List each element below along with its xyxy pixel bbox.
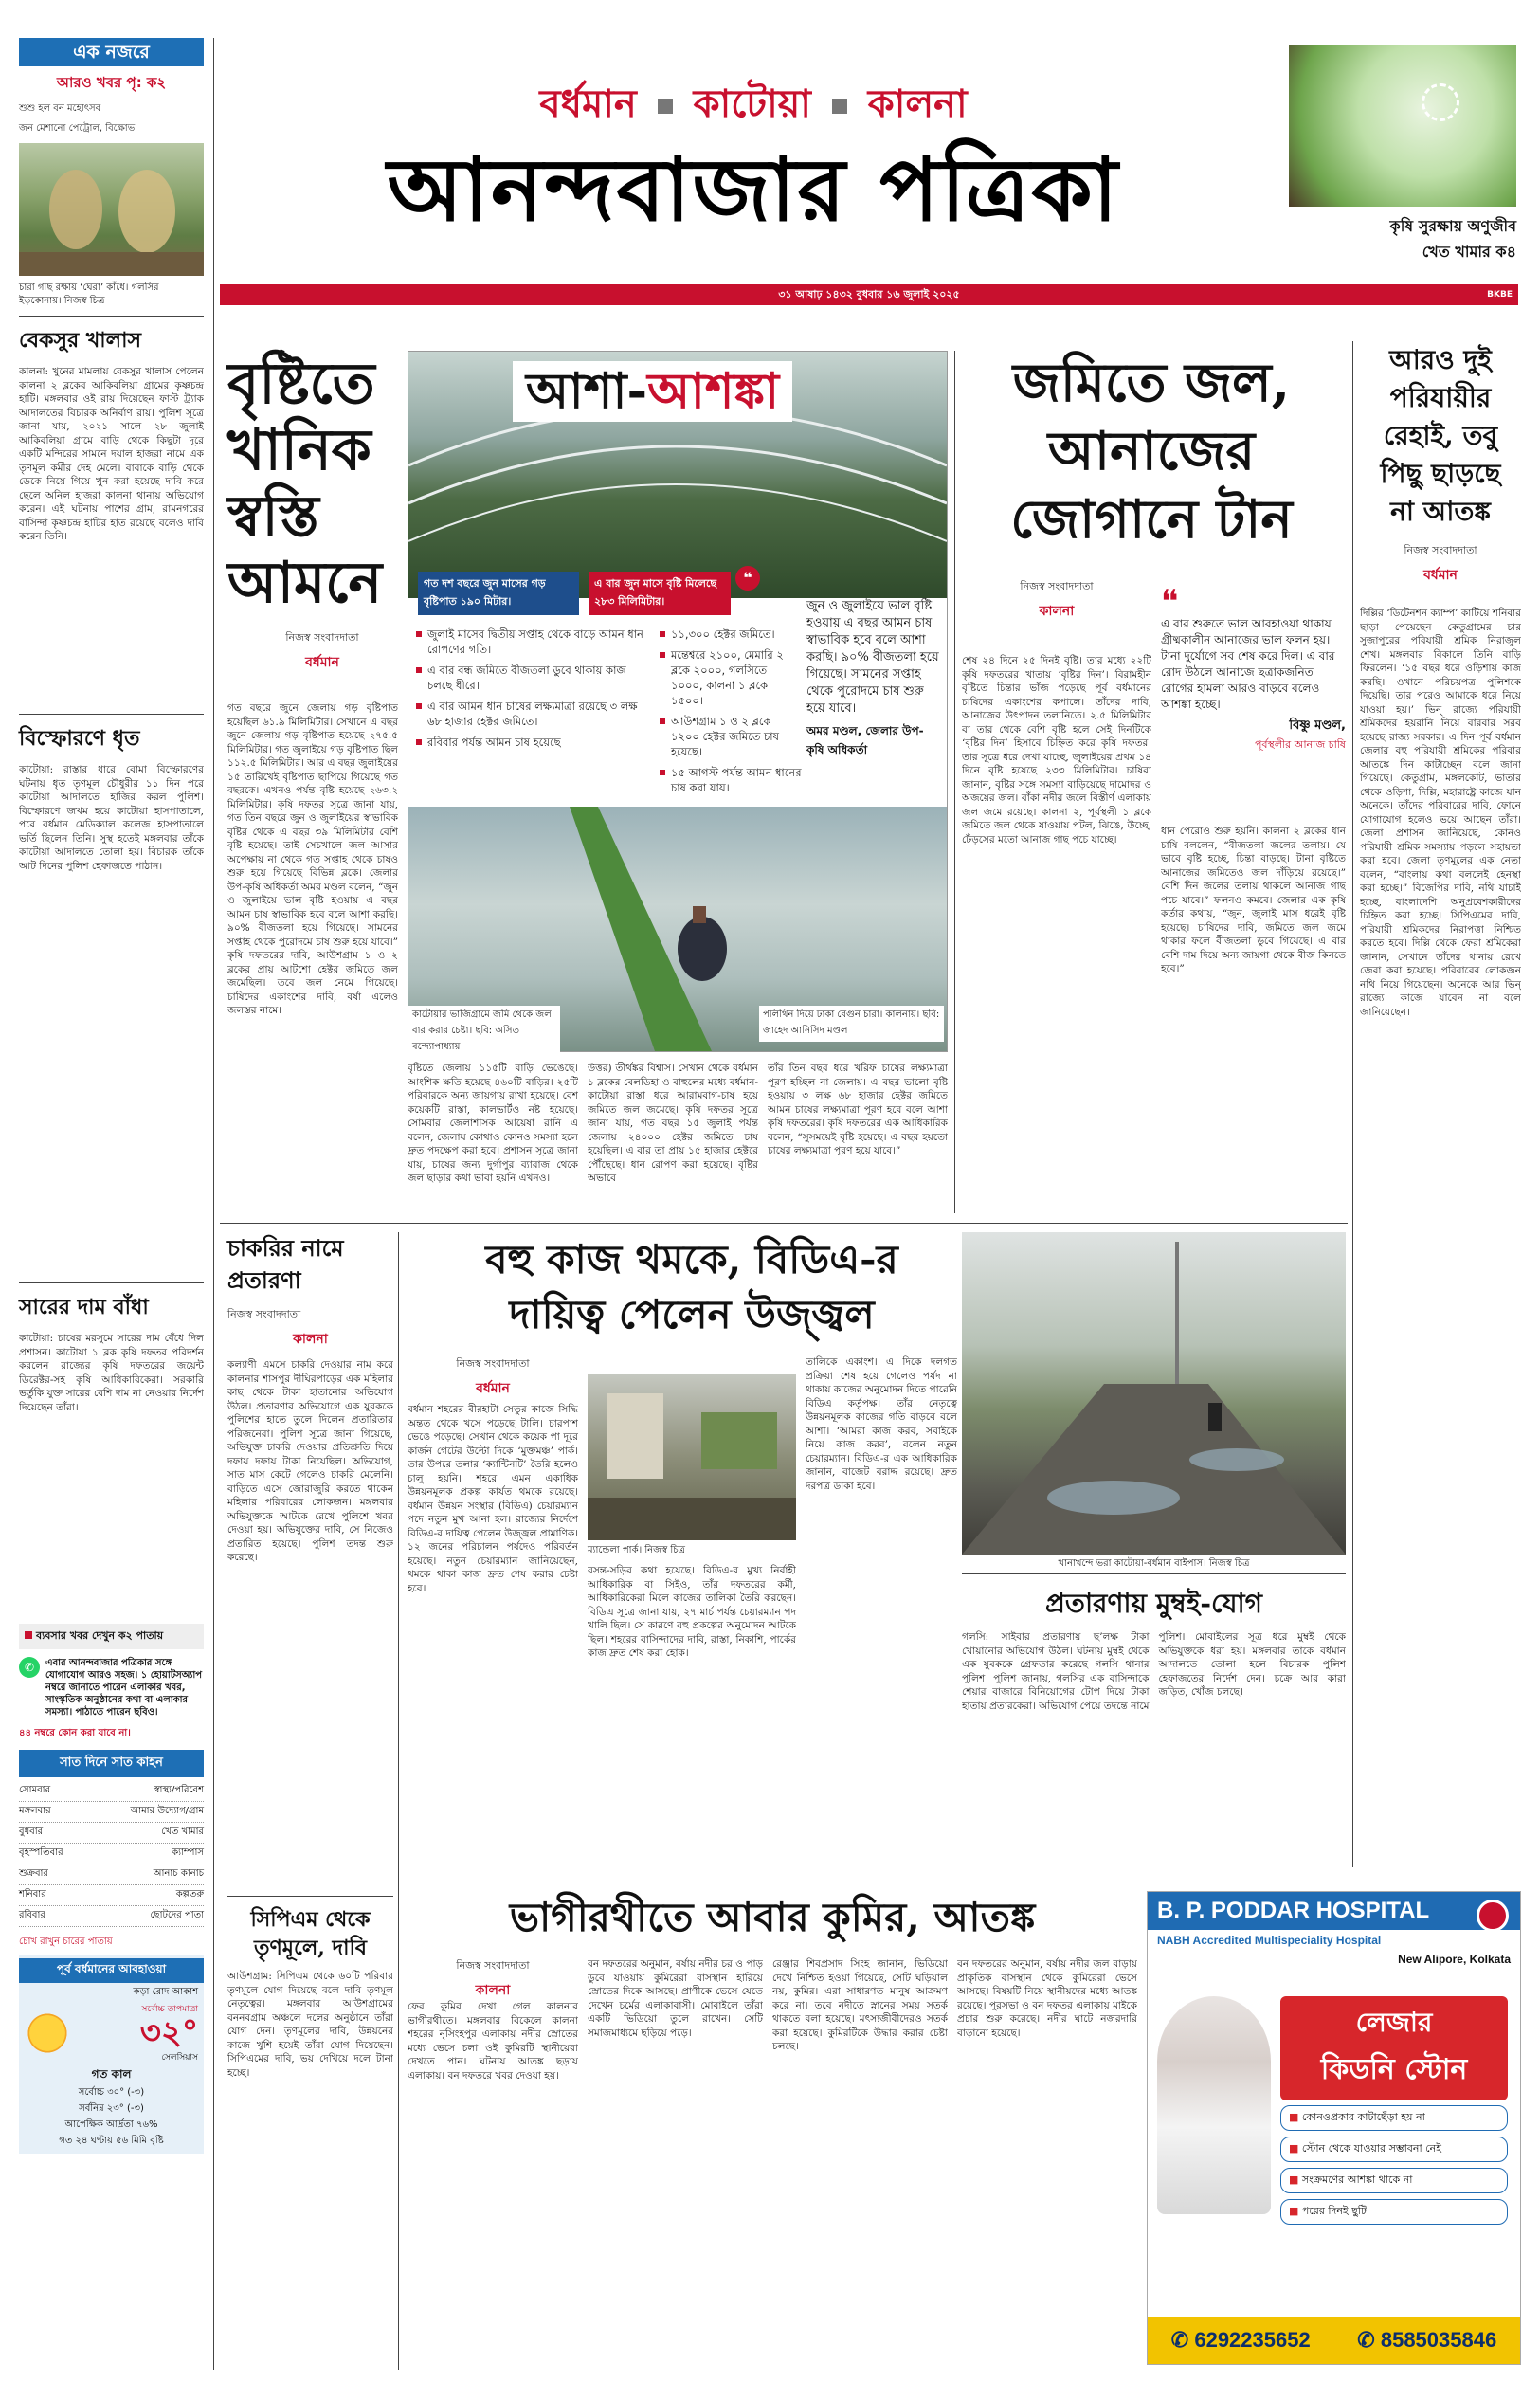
weather-sub: কড়া রোদ আকাশ — [133, 1987, 198, 1997]
ad-point — [1280, 2105, 1508, 2131]
bullet-item: রবিবার পর্যন্ত আমন চাষ হয়েছে — [416, 735, 653, 750]
separator-square — [832, 99, 847, 114]
promo-line: খেত খামার ক৪ — [1422, 243, 1516, 261]
schedule-day: রবিবার — [19, 1910, 45, 1920]
schedule-day: শুক্রবার — [19, 1868, 48, 1879]
business-link-label: ব্যবসার খবর দেখুন ক২ পাতায় — [36, 1629, 164, 1642]
business-link[interactable] — [19, 1624, 204, 1649]
bullet-item: মন্তেশ্বরে ২১০০, মেমারি ২ ব্লকে ২০০০, গলসিতে ১০০০, কালনা ১ ব্লকে ১৫০০। — [660, 647, 802, 708]
jomi-byline-box — [962, 578, 1151, 623]
hospital-name: B. P. PODDAR HOSPITAL — [1148, 1892, 1520, 1930]
dateline-place: বর্ধমান — [1423, 568, 1458, 583]
doctor-portrait — [1157, 1996, 1271, 2214]
masthead-title: আনন্দবাজার পত্রিকা — [387, 138, 1120, 241]
gear-icon — [1422, 83, 1459, 121]
bullet-item: আউশগ্রাম ১ ও ২ ব্লকে ১২০০ হেক্টর জমিতে চাষ হয়েছে। — [660, 714, 802, 759]
mumbai-text: গলসি: সাইবার প্রতারণায় ছ’লক্ষ টাকা খোয়ানোর অভিযোগ উঠল। ঘটনায় মুম্বই থেকে এক যুবককে গ্রেফতার করেছে গলসি থানার পুলিশ। পুলিশ জানায়, গলসির এক বাসিন্দাকে শেয়ার বাজারে বিনিয়োগের টোপ দিয়ে টাকা হাতায় প্রতারকেরা। অভিযোগ পেয়ে তদন্তে নামে পুলিশ। মোবাইলের সূত্র ধরে মুম্বই থেকে অভিযুক্তকে ধরা হয়। মঙ্গলবার তাকে বর্ধমান আদালতে তোলা হলে বিচারক পুলিশ হেফাজতের নির্দেশ দেন। চক্রে আর কারা জড়িত, খোঁজ চলছে। — [962, 1631, 1346, 1712]
ad-points — [1280, 2105, 1508, 2230]
schedule-row — [19, 1802, 204, 1823]
lead-col-4: তাঁর তিন বছর ধরে খরিফ চাষের লক্ষ্যমাত্রা পূরণ হচ্ছিল না জেলায়। এ বছর ভালো বৃষ্টি হওয়ায় ৩ লক্ষ ৬৮ হাজার হেক্টর জমিতে আমন চাষের লক্ষ্যমাত্রা পূরণ হবে বলে আশা কৃষি দফতরের। কৃষি দফতরের এক আধিকারিক বলেন, “সুসময়েই বৃষ্টি হয়েছে। এ বছর হয়তো চাষের লক্ষ্যমাত্রা পূরণ হয়ে যাবে।” — [768, 1063, 948, 1156]
hospital-ad[interactable] — [1147, 1891, 1521, 2365]
photo-title-a: আশা- — [526, 362, 648, 420]
lead-col-3: উত্তর) তীর্থঙ্কর বিশ্বাস। সেখান থেকে বর্ধমান ১ ব্লকের বেলডিহা ও বাহুলের মধ্যে বর্ধমান-কাটোয়া রাস্তা ধরে আরামবাগ-চাষ হয়ে জমিতে জল জমেছে। কৃষি দফতর সূত্রে জানা যায়, গত বছর ১৫ জুলাই পর্যন্ত জেলায় ২৪০০০ হেক্টর জমিতে চাষ হয়েছিল। এ বার তা প্রায় ১৫ হাজার হেক্টরে পৌঁছেছে। ধান রোপণ করা হয়েছে। বৃষ্টির অভাবে — [588, 1063, 758, 1184]
kumir-byline — [408, 1957, 578, 2002]
photo-caption: ম্যান্ডেলা পার্ক। নিজস্ব চিত্র — [588, 1543, 796, 1559]
lead-headline-line: বৃষ্টিতে — [227, 351, 375, 417]
right-headline-line: রেহাই, তবু — [1383, 420, 1498, 451]
whatsapp-box — [19, 1649, 204, 1726]
schedule-topic: আমার উদ্যোগ/গ্রাম — [130, 1806, 204, 1816]
kumir-col-4: বন দফতরের অনুমান, বর্ষায় নদীর জল বাড়ায় প্রাকৃতিক বাসস্থান থেকে কুমিরেরা ভেসে আসছে। বিষয়টি নিয়ে স্থানীয়দের মধ্যে আতঙ্ক রয়েছে। পুরসভা ও বন দফতর এলাকায় মাইকে প্রচার শুরু করেছে। নদীর ঘাটে নজরদারি বাড়ানো হয়েছে। — [957, 1958, 1137, 2039]
bullet-item: এ বার আমন ধান চাষের লক্ষ্যমাত্রা রয়েছে ৩ লক্ষ ৬৮ হাজার হেক্টর জমিতে। — [416, 699, 653, 729]
dateline-place: কালনা — [1039, 604, 1075, 619]
photo-caption: কাটোয়ার ভাজিগ্রামে জমি থেকে জল বার করার চেষ্টা। ছবি: অসিত বন্দ্যোপাধ্যায় — [408, 1006, 560, 1058]
right-article-text: দিল্লির ‘ডিটেনশন ক্যাম্প’ কাটিয়ে শনিবার ছাড়া পেয়েছেন কেতুগ্রামের চার সুজাপুরের পরিযায়ী শ্রমিক নিরাজুল শেখ। মঙ্গলবার বিকালে তিনি বাড়ি ফিরলেন। ‘১৫ বছর ধরে ওড়িশায় কাজ করছি। ওখানে পরিচয়পত্র পুলিশকে দিয়েছি। তার পরেও আমাকে ধরে নিয়ে যাওয়া হয়।’ ভিন্ রাজ্যে পরিযায়ী শ্রমিকদের হয়রানি নিয়ে বারবার সরব হয়েছে রাজ্য সরকার। এ দিন পূর্ব বর্ধমান জেলার বহু পরিযায়ী শ্রমিকের পরিবার আতঙ্কে দিন কাটাচ্ছেন বলে জানা গিয়েছে। কেতুগ্রাম, মঙ্গলকোট, ভাতার থেকে ওড়িশা, দিল্লি, মহারাষ্ট্রে কাজে যান অনেকে। তাঁদের পরিবারের দাবি, ফোনে যোগাযোগ হলেও ভয়ে আছেন তাঁরা। জেলা প্রশাসন জানিয়েছে, কোনও পরিযায়ী শ্রমিক সমস্যায় পড়লে সহায়তা করা হবে। জেলা তৃণমূলের এক নেতা বলেন, “বাংলায় কথা বললেই হেনস্থা করা হচ্ছে।” বিজেপির দাবি, নথি যাচাই হচ্ছে, বাংলাদেশি অনুপ্রবেশকারীদের চিহ্নিত করা হচ্ছে। সিপিএমের দাবি, পরিযায়ী শ্রমিকদের নিরাপত্তা নিশ্চিত করতে হবে। দিল্লি থেকে ফেরা শ্রমিকেরা জানান, সেখানে তাঁদের থানায় রেখে জেরা করা হয়েছে। পরিবারের লোকজন নথি নিয়ে গিয়েছেন। অনেকে আর ভিন্ রাজ্যে কাজে যাবেন না বলে জানিয়েছেন। — [1360, 608, 1521, 1018]
lead-col-1: গত বছরে জুনে জেলায় গড় বৃষ্টিপাত হয়েছিল ৬১.৯ মিলিমিটার। সেখানে এ বছর জুনে জেলায় গড় বৃষ্টিপাত হয়েছে ২৭৫.৫ মিলিমিটার। গত জুলাইয়ে গড় বৃষ্টিপাত ছিল ১১২.৫ মিলিমিটার। আর এ বছর জুলাইয়ের ১৫ তারিখেই বৃষ্টিপাত ছাপিয়ে গিয়েছে গত বছরকে। এখনও পর্যন্ত বৃষ্টি হয়েছে ২৬৩.২ মিলিমিটার। কৃষি দফতর সূত্রে জানা যায়, গত তিন বছরে জুন ও জুলাইয়ের স্বাভাবিক বৃষ্টির থেকে এ বছর ৩৯ মিলিমিটার বেশি বৃষ্টি হয়েছে। তাই সেচখালে জল আসার অপেক্ষায় না থেকে গত সপ্তাহ থেকে চাষও শুরু হয়ে গিয়েছে বিভিন্ন ব্লকে। জেলার উপ-কৃষি অধিকর্তা অমর মণ্ডল বলেন, “জুন ও জুলাইয়ে ভাল বৃষ্টি হওয়ায় এ বছর আমন চাষ স্বাভাবিক হবে বলে আশা করছি। ৯০% বীজতলা হয়ে গিয়েছে। সামনের সপ্তাহ থেকে পুরোদমে চাষ শুরু হয়ে যাবে।” কৃষি দফতরের দাবি, আউশগ্রাম ১ ও ২ ব্লকের প্রায় আটশো হেক্টর জমিতে জল জমেছিল। তবে জল নেমে গিয়েছে। চাষিদের একাংশের দাবি, বর্ষা এলেও জলস্তর নামে। — [227, 702, 398, 1016]
schedule-row — [19, 1823, 204, 1844]
dateline-place: কালনা — [475, 1983, 511, 1998]
ad-point-text: সংক্রমণের আশঙ্কা থাকে না — [1301, 2173, 1413, 2186]
sun-icon — [25, 2010, 70, 2056]
wx-row: আপেক্ষিক আর্দ্রতা ৭৬% — [64, 2119, 158, 2130]
kumir-col-3: রেঞ্জার শিবপ্রসাদ সিংহ জানান, ভিডিয়ো দেখে নিশ্চিত হওয়া গিয়েছে, সেটি ঘড়িয়াল নয়, কুমির। এরা সাধারণত মানুষ আক্রমণ করে না। তবে নদীতে স্নানের সময় সতর্ক থাকতে বলা হয়েছে। মৎস্যজীবীদেরও সতর্ক করা হয়েছে। কুমিরটিকে উদ্ধার করার চেষ্টা চলছে। — [772, 1958, 948, 2052]
right-headline-line: না আতঙ্ক — [1390, 496, 1491, 527]
chakri-text: কল্যাণী এমসে চাকরি দেওয়ার নাম করে কালনার শাসপুর দীঘিরপাড়ের এক মহিলার কাছ থেকে টাকা হাতানোর অভিযোগ উঠল। প্রতারণার অভিযোগে এক যুবককে পুলিশের হাতে তুলে দিলেন প্রতারিতার পরিজনেরা। পুলিশ সূত্রে জানা গিয়েছে, অভিযুক্ত চাকরি দেওয়ার প্রতিশ্রুতি দিয়ে দফায় দফায় টাকা নিয়েছিল। অভিযোগ, সাত মাস কেটে গেলেও চাকরি মেলেনি। বাড়িতে এসে জোরাজুরি করতে থাকেন মহিলার পরিবারের লোকজন। মঙ্গলবার অভিযুক্তকে আটকে রেখে পুলিশে খবর দেওয়া হয়। অভিযুক্তের দাবি, সে নিজেও প্রতারিত হয়েছে। পুলিশ তদন্ত শুরু করেছে। — [227, 1359, 393, 1563]
photo-title — [513, 361, 792, 422]
date-bar — [220, 284, 1518, 305]
byline: নিজস্ব সংবাদদাতা — [1020, 580, 1094, 592]
lead-headline — [227, 351, 417, 674]
jomi-headline-line: আনাজের — [1047, 420, 1256, 482]
schedule-day: বুধবার — [19, 1827, 44, 1837]
hospital-logo-icon — [1477, 1900, 1509, 1932]
chakri-headline-line: চাকরির নামে — [227, 1234, 344, 1262]
sidebar — [19, 38, 204, 2370]
dateline: ৩১ আষাঢ় ১৪৩২ বুধবার ১৬ জুলাই ২০২৫ — [778, 288, 960, 300]
lead-col-2: বৃষ্টিতে জেলায় ১১৫টি বাড়ি ভেঙেছে। আংশিক ক্ষতি হয়েছে ৪৬০টি বাড়ির। ২৫টি পরিবারকে অন্য জায়গায় রাখা হয়েছে। বেশ কয়েকটি রাস্তা, কালভার্টও নষ্ট হয়েছে। সোমবার জেলাশাসক আয়েষা রানি এ বলেন, জেলায় কোথাও কোনও সমস্যা হলে দ্রুত পদক্ষেপ করা হবে। প্রশাসন সূত্রে জানা যায়, চাষের জন্য দুর্গাপুর ব্যারাজ থেকে জল ছাড়ার কথা ভাবা হয়নি এখনও। — [408, 1063, 578, 1184]
sidebar-heading: বেকসুর খালাস — [19, 328, 141, 353]
bullets-left — [416, 627, 653, 755]
chakri-article — [227, 1232, 393, 1889]
schedule-topic: খেত খামার — [161, 1827, 204, 1837]
byline: নিজস্ব সংবাদদাতা — [285, 631, 359, 644]
photo-caption: খানাখন্দে ভরা কাটোয়া-বর্ধমান বাইপাস। নিজস্ব চিত্র — [962, 1556, 1346, 1573]
ad-point-text: স্টোন থেকে যাওয়ার সম্ভাবনা নেই — [1301, 2142, 1441, 2155]
bdo-col-2: বসন্ত-সড়ির কথা হয়েছে। বিডিএ-র মুখ্য নির্বাহী আধিকারিক বা সিইও, তাঁর দফতরের কর্মী, আধিকারিকেরা মিলে কাজের তালিকা তৈরি করছেন। বিডিএ সূত্রে জানা যায়, ২৭ মার্চ পর্যন্ত চেয়ারম্যান পদ খালি ছিল। সে কারণে বহু প্রকল্পের অনুমোদন আটকে ছিল। শহরের বাসিন্দাদের দাবি, রাস্তা, নিকাশি, পার্কের কাজ দ্রুত শেষ করা হোক। — [588, 1565, 796, 1659]
hospital-accreditation: NABH Accredited Multispeciality Hospital — [1157, 1934, 1382, 1947]
quote-mark-icon: ❝ — [1161, 583, 1179, 621]
ad-point-text: পরের দিনই ছুটি — [1301, 2205, 1367, 2217]
kumir-headline: ভাগীরথীতে আবার কুমির, আতঙ্ক — [509, 1894, 1036, 1940]
jomi-col-1: শেষ ২৪ দিনে ২৫ দিনই বৃষ্টি। তার মধ্যে ২২টি কৃষি দফতরের খাতায় ‘বৃষ্টির দিন’। বিরামহীন বৃষ্টিতে চিন্তার ভাঁজ পড়েছে পূর্ব বর্ধমানের চাষিদের একাংশের কপালে। তাঁদের দাবি, আনাজের উৎপাদন তলানিতে। ২.৫ মিলিমিটার বা তার থেকে বেশি বৃষ্টি হলে সেই দিনটিকে ‘বৃষ্টির দিন’ হিসাবে চিহ্নিত করে কৃষি দফতর। তার সূত্রে ধরে দেখা যাচ্ছে, জুলাইয়ের প্রথম ১৪ দিনে বৃষ্টি হয়েছে ২৩৩ মিলিমিটার। চাষিরা জানান, বৃষ্টির সঙ্গে সমস্যা বাড়িয়েছে দামোদর ও অজয়ের জল। বাঁকা নদীর জলে বিস্তীর্ণ এলাকায় জল জমে রয়েছে। কালনা ২, পূর্বস্থলী ১ ব্লকে জমিতে জল থেকে যাওয়ায় পটল, ঝিঙে, উচ্ছে, ঢেঁড়সের মতো আনাজ গাছ পচে যাচ্ছে। — [962, 655, 1151, 846]
ad-title-line: কিডনি স্টোন — [1320, 2053, 1468, 2086]
dateline-place: কালনা — [293, 1332, 328, 1347]
bypass-road-photo — [962, 1232, 1346, 1555]
jomi-headline — [962, 349, 1341, 554]
promo-box[interactable] — [1289, 45, 1516, 273]
phone-icon: ✆ — [1170, 2328, 1189, 2352]
edition-code: BKBE — [1487, 290, 1513, 300]
phone-number-text: 8585035846 — [1380, 2328, 1497, 2352]
dateline-place: বর্ধমান — [476, 1381, 510, 1396]
promo-image — [1289, 45, 1516, 207]
sidebar-article-text: কালনা: খুনের মামলায় বেকসুর খালাস পেলেন কালনা ২ ব্লকের আকিবলিয়া গ্রামের কৃষ্ণচন্দ্র হাটি। মঙ্গলবার ওই রায় দিয়েছেন ফাস্ট ট্র্যাক আদালতের বিচারক অনির্বাণ রায়। পুলিশ সূত্রে জানা যায়, ২০২১ সালে ২৮ জুলাই আকিবলিয়া গ্রামে বাড়ি থেকে কিছুটা দূরে একটি মন্দিরের সামনে দয়াল হাজরা নামে এক তৃণমূল কর্মীর দেহ মেলে। বাবাকে বাড়ি থেকে ডেকে নিয়ে গিয়ে খুন করা হয়েছে দাবি করে ছেলে অনিল হাজরা কালনা থানায় অভিযোগ করেন। এই ঘটনায় পাশের গ্রাম, রামনগরের বাসিন্দা কৃষ্ণচন্দ্র হাটির হাত রয়েছে বলেও দাবি করেন তিনি। — [19, 366, 204, 542]
bdo-byline — [408, 1355, 578, 1400]
phone-number[interactable] — [1171, 2328, 1311, 2353]
bullet-item: জুলাই মাসের দ্বিতীয় সপ্তাহ থেকে বাড়ে আমন ধান রোপণের গতি। — [416, 627, 653, 657]
whatsapp-note: ৪৪ নম্বরে কোন করা যাবে না। — [19, 1728, 131, 1738]
gotokal-label: গত কাল — [19, 2064, 204, 2085]
lead-headline-line: খানিক — [227, 417, 371, 483]
jomi-quote — [1161, 583, 1346, 755]
bdo-headline-line: বহু কাজ থমকে, বিডিএ-র — [485, 1236, 898, 1282]
chakri-headline-line: প্রতারণা — [227, 1266, 301, 1294]
schedule-day: মঙ্গলবার — [19, 1806, 51, 1816]
ad-point — [1280, 2199, 1508, 2225]
ek-nojore-title: এক নজরে — [19, 38, 204, 66]
sidebar-heading: সারের দাম বাঁধা — [19, 1295, 149, 1319]
check-icon: ■ — [1289, 2142, 1299, 2155]
kumir-col-1: ফের কুমির দেখা গেল কালনার ভাগীরথীতে। মঙ্গলবার বিকেলে কালনা শহরের নৃসিংহপুর এলাকায় নদীর স্রোতের মধ্যে ভেসে চলা ওই কুমিরটি স্থানীয়েরা দেখতে পান। ঘটনায় আতঙ্ক ছড়ায় এলাকায়। বন দফতরে খবর দেওয়া হয়। — [408, 2001, 578, 2082]
jomi-col-2: ধান পেরোও শুরু হয়নি। কালনা ২ ব্লকের ধান চাষি বললেন, “বীজতলা জলের তলায়। যে ভাবে বৃষ্টি হচ্ছে, চিন্তা বাড়ছে। টানা বৃষ্টিতে আনাজের জমিতেও জল দাঁড়িয়ে রয়েছে।” বেশি দিন জলের তলায় থাকলে আনাজ গাছ পচে যাবে।” ফলনও কমবে। জেলার এক কৃষি কর্তার কথায়, “জুন, জুলাই মাস ধরেই বৃষ্টি হয়েছে। চাষিদের দাবি, জমিতে জল জমে থাকার ফলে বীজতলা ডুবে গিয়েছে। এ বার বেশি দাম দিয়ে অন্য জায়গা থেকে বীজ কিনতে হবে।” — [1161, 826, 1346, 974]
phone-number[interactable] — [1357, 2328, 1496, 2353]
ad-point — [1280, 2168, 1508, 2193]
pull-quote-author: অমর মণ্ডল, জেলার উপ-কৃষি অধিকর্তা — [806, 724, 924, 756]
sidebar-photo-caption: চারা গাছ রক্ষায় ‘ঘেরা’ কাঁধে। গলসির ইড়কোনায়। নিজস্ব চিত্র — [19, 282, 159, 306]
photo-caption: পলিথিন দিয়ে ঢাকা বেগুন চারা। কালনায়। ছবি: জাহেদ আনিসিদ মণ্ডল — [759, 1006, 944, 1042]
jomi-headline-line: জোগানে টান — [1010, 488, 1293, 551]
jomi-headline-line: জমিতে জল, — [1012, 352, 1291, 414]
ad-point-text: কোনওপ্রকার কাটাছেঁড়া হয় না — [1301, 2111, 1425, 2123]
schedule-row — [19, 1844, 204, 1864]
separator-square — [658, 99, 673, 114]
edition-name: কাটোয়া — [693, 82, 811, 126]
schedule-row — [19, 1864, 204, 1885]
edition-name: কালনা — [867, 82, 968, 126]
stat-box: এ বার জুন মাসে বৃষ্টি মিলেছে ২৮৩ মিলিমিটার। — [589, 572, 731, 615]
weather-box — [19, 1955, 204, 2154]
weather-unit: সেলসিয়াস — [161, 2053, 198, 2063]
byline: নিজস্ব সংবাদদাতা — [456, 1959, 530, 1972]
more-news-link[interactable]: আরও খবর পৃ: ক২ — [56, 74, 167, 91]
mumbai-headline: প্রতারণায় মুম্বই-যোগ — [1045, 1588, 1262, 1619]
check-icon: ■ — [1289, 2111, 1299, 2123]
hospital-location: New Alipore, Kolkata — [1398, 1953, 1511, 1966]
schedule-row — [19, 1885, 204, 1906]
promo-line: কৃষি সুরক্ষায় অণুজীব — [1389, 217, 1516, 235]
right-headline — [1360, 341, 1521, 587]
lead-photo-box — [408, 351, 948, 1052]
cpm-headline-line: তৃণমূলে, দাবি — [253, 1936, 368, 1960]
jomi-quote-author: বিষ্ণু মণ্ডল, — [1289, 718, 1346, 733]
weather-title: পূর্ব বর্ধমানের আবহাওয়া — [19, 1958, 204, 1983]
brief-item[interactable]: জন মেশানো পেট্রোল, বিক্ষোভ — [19, 123, 136, 134]
sidebar-heading: বিস্ফোরণে ধৃত — [19, 726, 140, 751]
check-icon: ■ — [1289, 2205, 1299, 2217]
bullets-right — [660, 627, 802, 801]
schedule-row — [19, 1906, 204, 1927]
bdo-col-1: বর্ধমান শহরের বীরহাটা সেতুর কাজে সিদ্ধি অন্তত থেকে খসে পড়েছে টালি। চারপাশ ভেঙে পড়েছে। সেখান থেকে কয়েক পা দূরে কার্জন গেটের উল্টো দিকে ‘মুক্তমঞ্চ’ পার্ক। তার উপরে তলার ‘ক্যান্টিনটি’ তৈরি হলেও চালু হয়নি। শহরে এমন একাধিক উন্নয়নমূলক প্রকল্প কার্যত থমকে রয়েছে। বর্ধমান উন্নয়ন সংস্থার (বিডিএ) চেয়ারম্যান পদে নতুন মুখ আনা হল। রাজ্যের নির্দেশে বিডিএ-র দায়িত্ব পেলেন উজ্জ্বল প্রামাণিক। ১২ জনের পরিচালন পর্ষদেও পরিবর্তন হয়েছে। নতুন চেয়ারম্যান জানিয়েছেন, থমকে থাকা কাজ দ্রুত শেষ করার চেষ্টা হবে। — [408, 1404, 578, 1594]
wx-row: সর্বোচ্চ ৩০° (-৩) — [78, 2087, 145, 2098]
cpm-headline-line: সিপিএম থেকে — [250, 1907, 371, 1932]
ad-title-line: লেজার — [1355, 2007, 1433, 2038]
lead-headline-line: স্বস্তি — [227, 483, 319, 550]
whatsapp-icon: ✆ — [1357, 2328, 1375, 2352]
ad-title-box — [1280, 1996, 1508, 2100]
schedule-topic: ছোটদের পাতা — [150, 1910, 204, 1920]
road-graphic — [962, 1232, 1346, 1555]
quote-icon: ❝ — [735, 566, 760, 591]
whatsapp-text: এবার আনন্দবাজার পত্রিকার সঙ্গে যোগাযোগ আরও সহজ। ১ হোয়াটসঅ্যাপ নম্বরে জানাতে পারেন এলাকার খবর, সাংস্কৃতিক অনুষ্ঠানের কথা বা এলাকার সমস্যা। পাঠাতে পারেন ছবিও। — [45, 1658, 203, 1718]
jomi-quote-role: পূর্বস্থলীর আনাজ চাষি — [1254, 738, 1346, 751]
edition-strip — [223, 74, 1284, 137]
bdo-headline — [408, 1232, 976, 1342]
photo-title-b: আশঙ্কা — [647, 362, 780, 420]
schedule-topic: স্বাস্থ্য/পরিবেশ — [154, 1785, 204, 1795]
schedule-topic: ক্যাম্পাস — [172, 1847, 204, 1858]
saat-din-title: সাত দিনে সাত কাহন — [19, 1750, 204, 1777]
byline: নিজস্ব সংবাদদাতা — [1404, 544, 1477, 556]
byline: নিজস্ব সংবাদদাতা — [227, 1308, 301, 1320]
weekly-schedule — [19, 1777, 204, 1931]
ad-point — [1280, 2137, 1508, 2162]
whatsapp-icon: ✆ — [19, 1657, 40, 1678]
wx-row: গত ২৪ ঘণ্টায় ৫৬ মিমি বৃষ্টি — [59, 2136, 164, 2146]
schedule-day: বৃহস্পতিবার — [19, 1847, 63, 1858]
chop-link[interactable]: চোখ রাখুন চারের পাতায় — [19, 1937, 113, 1947]
byline: নিজস্ব সংবাদদাতা — [456, 1357, 530, 1370]
pull-quote — [806, 598, 939, 761]
weather-hi-label: সর্বোচ্চ তাপমাত্রা — [141, 2005, 198, 2014]
dateline-place: বর্ধমান — [305, 655, 339, 670]
brief-item[interactable]: শুশু হল বন মহোৎসব — [19, 103, 101, 114]
bdo-headline-line: দায়িত্ব পেলেন উজ্জ্বল — [509, 1291, 875, 1337]
masthead — [223, 38, 1284, 284]
sidebar-article-text: কাটোয়া: রাস্তার ধারে বোমা বিস্ফোরণের ঘটনায় ধৃত তৃণমূল চৌধুরীর ১১ দিন পরে কাটোয়া আদালতে হাজির করল পুলিশ। বিস্ফোরণে জখম হয়ে কাটোয়া হাসপাতালে, পরে বর্ধমান মেডিক্যাল কলেজ হাসপাতালে ভর্তি ছিলেন তিনি। সুস্থ হতেই মঙ্গলবার তাঁকে কাটোয়া আদালতে তোলা হয়। বিচারক তাঁকে আট দিনের পুলিশ হেফাজতে পাঠান। — [19, 764, 204, 872]
schedule-topic: কল্পতরু — [175, 1889, 204, 1900]
right-headline-line: পরিযায়ীর — [1389, 382, 1492, 413]
farmers-photo-graphic — [19, 143, 204, 276]
mandela-park-photo — [588, 1374, 796, 1540]
sidebar-photo — [19, 143, 204, 276]
schedule-row — [19, 1781, 204, 1802]
phone-number-text: 6292235652 — [1194, 2328, 1311, 2352]
ad-phone-bar[interactable] — [1148, 2317, 1520, 2364]
wx-row: সর্বনিম্ন ২৩° (-৩) — [79, 2103, 144, 2114]
bullet-item: ১৫ আগস্ট পর্যন্ত আমন ধানের চাষ করা যায়। — [660, 765, 802, 795]
red-square-icon — [25, 1631, 32, 1639]
lead-headline-line: আমনে — [227, 550, 383, 616]
check-icon: ■ — [1289, 2173, 1299, 2186]
weather-temp: ৩২° — [139, 2014, 198, 2052]
bullet-item: ১১,৩০০ হেক্টর জমিতে। — [660, 627, 802, 642]
schedule-topic: আনাচ কানাচ — [153, 1868, 204, 1879]
kumir-col-2: বন দফতরের অনুমান, বর্ষায় নদীর চর ও পাড় ডুবে যাওয়ায় কুমিরেরা বাসস্থান হারিয়ে স্রোতের দিকে আসছে। প্রাণীকে ভেসে যেতে দেখেন চর্মের এলাকাবাসী। মোবাইলে তাঁরা একটি ভিডিয়ো তুলে রাখেন। সেটি সমাজমাধ্যমে ছড়িয়ে পড়ে। — [588, 1958, 763, 2039]
stat-box: গত দশ বছরে জুন মাসের গড় বৃষ্টিপাত ১৯০ মিটার। — [418, 572, 579, 615]
bullet-item: এ বার বন্ধ জমিতে বীজতলা ডুবে থাকায় কাজ চলছে ধীরে। — [416, 663, 653, 693]
bdo-col-3: তালিকে একাংশ। এ দিকে দলগত প্রক্রিয়া শেষ হয়ে গেলেও পর্যদ না থাকায় কাজের অনুমোদন দিতে পারেনি বিডিএ কর্তৃপক্ষ। তাঁর নেতৃত্বে উন্নয়নমূলক কাজের গতি বাড়বে বলে আশা। ‘আমরা কাজ করব, সবাইকে নিয়ে কাজ করব’, বলেন নতুন চেয়ারম্যান। বিডিএ-র এক আধিকারিক জানান, বাজেট বরাদ্দ রয়েছে। দ্রুত দরপত্র ডাকা হবে। — [806, 1356, 957, 1492]
jomi-quote-text: এ বার শুরুতে ভাল আবহাওয়া থাকায় গ্রীষ্মকালীন আনাজের ভাল ফলন হয়। টানা দুর্যোগে সব শেষ করে দিল। এ বার রোদ উঠলে আনাজে ছত্রাকজনিত রোগের হামলা আরও বাড়বে বলেও আশঙ্কা হচ্ছে। — [1161, 617, 1335, 711]
park-graphic — [588, 1374, 796, 1540]
schedule-day: সোমবার — [19, 1785, 51, 1795]
right-headline-line: পিছু ছাড়ছে — [1380, 458, 1501, 489]
edition-name: বর্ধমান — [539, 82, 637, 126]
sidebar-article-text: কাটোয়া: চাষের মরসুমে সারের দাম বেঁধে দিল প্রশাসন। কাটোয়া ১ ব্লক কৃষি দফতর পরিদর্শন করলেন রাজ্যের কৃষি দফতরের জয়েন্ট ডিরেক্টর-সহ কৃষি আধিকারিকেরা। সরকারি ভর্তুকি যুক্ত সারের বেশি দাম না নেওয়ার নির্দেশ দিয়েছেন তাঁরা। — [19, 1333, 204, 1413]
cpm-article — [227, 1905, 393, 2349]
pull-quote-text: জুন ও জুলাইয়ে ভাল বৃষ্টি হওয়ায় এ বছর আমন চাষ স্বাভাবিক হবে বলে আশা করছি। ৯০% বীজতলা হয়ে গিয়েছে। সামনের সপ্তাহ থেকে পুরোদমে চাষ শুরু হয়ে যাবে। — [806, 599, 939, 716]
right-headline-line: আরও দুই — [1389, 344, 1492, 375]
schedule-day: শনিবার — [19, 1889, 46, 1900]
cpm-text: আউশগ্রাম: সিপিএম থেকে ৬০টি পরিবার তৃণমূলে যোগ দিয়েছে বলে দাবি তৃণমূল নেতৃত্বের। মঙ্গলবার আউশগ্রামের বননবগ্রাম অঞ্চলে দলের অনুষ্ঠানে তাঁরা যোগ দেন। তৃণমূলের দাবি, উন্নয়নের কাজে খুশি হয়েই তাঁরা যোগ দিয়েছেন। সিপিএমের দাবি, ভয় দেখিয়ে দলে টানা হচ্ছে। — [227, 1971, 393, 2079]
